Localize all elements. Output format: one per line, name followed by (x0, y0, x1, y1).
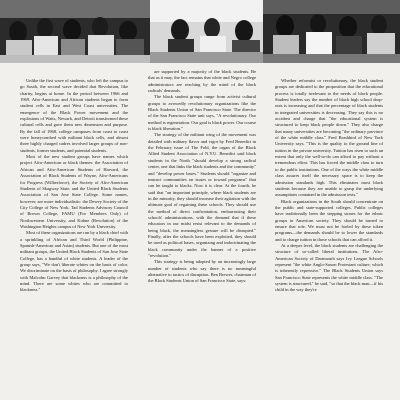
paragraph: are supported by a majority of the black students. Be that as it may, the fact remains that white and Negro college administrators are reaching by the mind of the black radicals' demands. (148, 69, 256, 94)
column-top-spacer (275, 69, 383, 78)
paragraph: The black student groups range from activist cultural groups to avowedly revolutionary organizations like the Black Students Union of San Francisco State. The director of the San Francisco State unit says, "A revolutionary. Our method is regeneration. Our goal is black power. Our course is black liberation." (148, 94, 256, 132)
photo-students-gathering (0, 0, 150, 63)
paragraph: The strategy of the militant wing of the movement was detailed with military flavor and vigor by Fred Benedict in the February issue of The Fold, the organ of the Black Allied Student Association of N.Y.U. Benedict said black students in the North "should develop a strong radical center, one that links the black students and the community" and "develop power bases." Students should "organize and instruct communities on issues or toward programs" that can be taught to blacks. Now it is clear. At the fourth, he said that "an important principle, where black students are in the minority, they should increase their agitation with the ultimate goal of regaining these schools. They should use the method of direct confrontation, embarrassing their schools' administrations, with the demand that if these educators in our midst resist relevant to the demands of being black, the meaningless gesture will be disrupted." Finally, after the schools have been exploited, they should be used as political bases, organizing and indoctrinating the black community under the banner of a positive "revolution." (148, 132, 256, 258)
photo-meeting (263, 0, 400, 63)
paragraph: Whether reformist or revolutionary, the black student groups are dedicated to the proposition that the educational process is totally irrelevant to the needs of black people. Student leaders say the number of black high school drop-outs is increasing and that the percentage of black students in integrated universities is decreasing. They say this is no accident and charge that "the educational system is structured to keep black people down." They also charge that many universities are becoming "the ordinary province of the white middle class." Fred Brashbird of New York University says, "This is the quality to the ground line of tuition in the private university. Tuition has risen to such an extent that only the well-to-do can afford to pay without a tremendous effort. This has forced the middle class to turn to the public institutions. One of the ways the white middle class assures itself the necessary space is to keep the admission standards high. This eliminates most black students because they are unable to grasp the underlying assumptions contained in the admission tests." (275, 78, 383, 198)
text-column-1 (20, 69, 128, 400)
photo-seated-students-image (150, 0, 263, 63)
text-column-3 (275, 69, 383, 400)
paragraph: Black organizations in the South should concentrate on the public and state-supported colleges. Public colleges have traditionally been the stepping stones for the ethnic groups in American society. They should be turned to ensure that role. We must not be fooled by these token programs—the demands should be to lower the standards and to charge tuition in those schools that can afford it. (275, 198, 383, 242)
column-top-spacer (20, 69, 128, 78)
paragraph: At a deeper level, the black students are challenging the structure of so-called liberal institutions. The Afro-American Society of Dartmouth says Ivy League Schools represent "the white Anglo-Saxon Protestant culture, which is inherently repressive." The Black Students Union says San Francisco State represents the white middle class. "The system is structured," he said, "so that the black man—if his child in the way they're (275, 242, 383, 293)
paragraph: Most of these organizations are run by a black chief with a sprinkling of African and Third World (Philippine, Spanish-American and Asian) students. But one of the most militant groups, the United Black Students of San Jose State College, has a handful of white students. A leader of the group says, "We don't liberate whites on the basis of color. We discriminate on the basis of philosophy. I agree strongly with Malcolm Garvey that blackness is a philosophy of the mind. There are some whites who are committed to blackness." (20, 230, 128, 293)
photo-students-gathering-image (0, 0, 150, 63)
photo-meeting-image (263, 0, 400, 63)
paragraph: Unlike the first wave of students, who left the campus to go South, the second wave decided that Revolution, like charity, begins at home. In the period between 1966 and 1969, Afro-American and African students began to form student cells in East and West Coast universities. The emergence of the Black Power movement and the explosions of Watts, Newark, and Detroit transformed these cultural cells and gave them new dimension and purpose. By the fall of 1968, college campuses from coast to coast were honeycombed with militant black cells, and almost three highly charged cadres involved larger groups of non-students, former students, and potential students. (20, 78, 128, 153)
photo-seated-students (150, 0, 263, 63)
paragraph: Most of the new student groups have names which project Afro-American or black themes: the Association of African and Afro-American Students of Harvard, the Association of Black Students of Wayne, Afro-Americans for Progress (Wilberforce), the Society of Afro-American Students of Skagway State, and the United Black Students Association of San Jose State College. Some names, however, are more individualistic: the Dewey Society of the City College of New York, Tad Students Advisory Council of Brown College, FAMU (For Members Only) of Northwestern University, and Kuhne (Revolution) of the Washington Heights campus of New York University. (20, 154, 128, 229)
text-column-2 (148, 69, 256, 400)
paragraph: This strategy is being adopted by an increasingly large number of students who say there is no meaningful alternative to tactics of disruption. Ben Brewer, chairman of the Black Students Union of San Francisco State, says: (148, 259, 256, 284)
